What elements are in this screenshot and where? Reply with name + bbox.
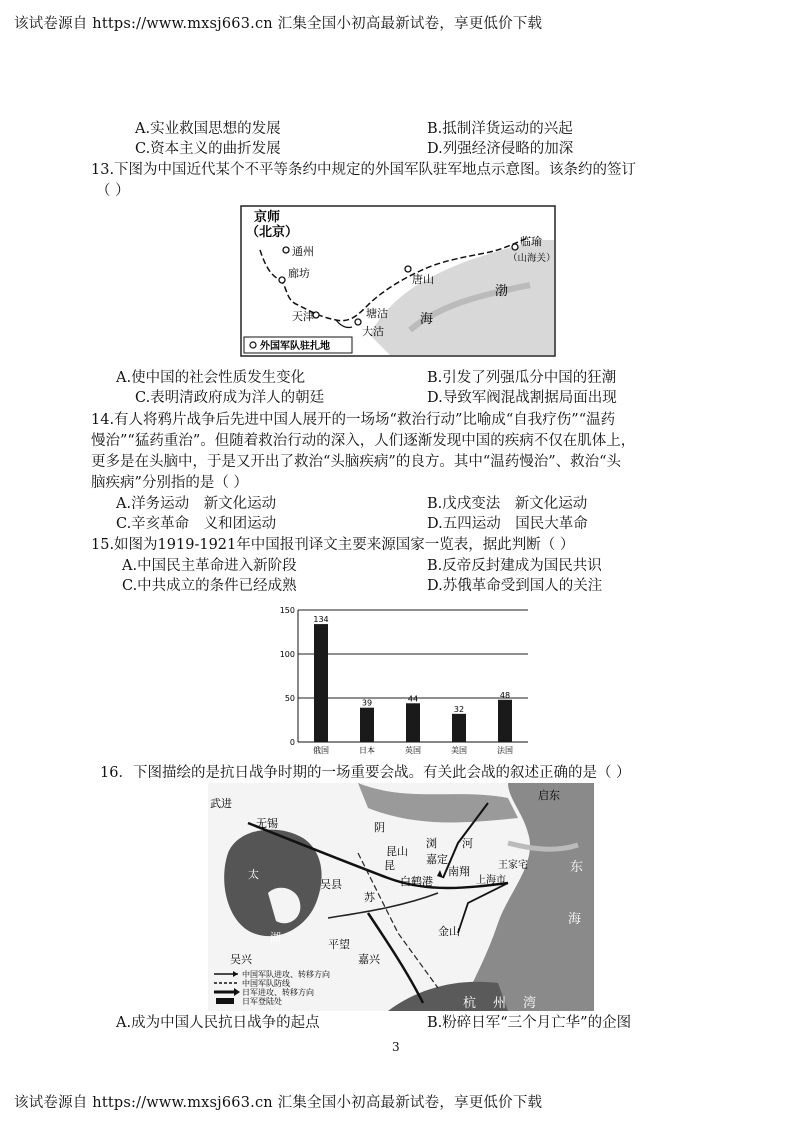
chart-bar [498,700,512,742]
map-label-hu: 湖 [270,931,281,944]
map-label-tianjin: 天津 [292,310,314,323]
map-label-capital-alt: （北京） [246,225,299,240]
q14-stem-line4: 脑疾病”分别指的是（ ） [91,475,249,491]
map-label-tangshan: 唐山 [412,273,434,286]
q15-option-b[interactable]: B.反帝反封建成为国民共识 [427,558,602,574]
q14-stem-line2: 慢治”“猛药重治”。但随着救治行动的深入，人们逐渐发现中国的疾病不仅在肌体上， [91,433,636,449]
map-label-qidong: 启东 [538,789,560,802]
chart-category-label: 日本 [359,746,375,755]
chart-ytick-label: 50 [284,694,295,703]
chart-data-label: 134 [313,615,329,625]
chart-category-label: 法国 [497,746,513,755]
q15-option-c[interactable]: C.中共成立的条件已经成熟 [122,578,297,594]
chart-data-label: 32 [453,704,465,714]
q12-option-d[interactable]: D.列强经济侵略的加深 [427,141,574,157]
map-label-capital: 京师 [254,210,281,225]
q13-stem-line2: （ ） [96,183,130,199]
map-label-tai: 太 [248,868,259,881]
chart-ytick-label: 0 [289,738,295,747]
map-label-yin: 阴 [374,821,385,834]
chart-data-label: 48 [499,690,511,700]
chart-data-label: 44 [407,694,419,704]
q14-option-d[interactable]: D.五四运动 国民大革命 [427,516,588,532]
map-label-liu: 浏 [426,837,437,850]
map-label-hai: 海 [420,312,434,327]
q14-option-a[interactable]: A.洋务运动 新文化运动 [116,496,277,512]
q12-option-a[interactable]: A.实业救国思想的发展 [135,121,281,137]
legend-jp-landing: 日军登陆处 [242,997,282,1006]
page-header: 该试卷源自 https://www.mxsj663.cn 汇集全国小初高最新试卷，享更低价下载 [14,16,543,32]
legend-cn-defense: 中国军队防线 [242,979,290,988]
map-label-zhou: 州 [493,996,507,1011]
map-label-baihegang: 白鹤港 [400,875,433,888]
map-label-kun: 昆 [384,859,395,872]
q13-option-c[interactable]: C.表明清政府成为洋人的朝廷 [135,390,325,406]
chart-bar [406,703,420,742]
map-label-hai2: 海 [568,912,582,927]
map-label-shanghai: 上海市 [476,875,506,886]
q15-stem: 15.如图为1919-1921年中国报刊译文主要来源国家一览表，据此判断（ ） [91,537,575,553]
map-label-wangjiazhai: 王家宅 [498,860,528,871]
q15-option-d[interactable]: D.苏俄革命受到国人的关注 [427,578,603,594]
map-label-tongzhou: 通州 [292,245,314,258]
chart-ytick-label: 150 [279,606,295,615]
q12-option-c[interactable]: C.资本主义的曲折发展 [135,141,281,157]
map-label-langfang: 廊坊 [288,267,310,280]
q13-option-b[interactable]: B.引发了列强瓜分中国的狂潮 [427,370,617,386]
map-label-he: 河 [462,837,473,850]
chart-bar [314,624,328,742]
q14-stem-line1: 14.有人将鸦片战争后先进中国人展开的一场场“救治行动”比喻成“自我疗伤”“温药 [91,412,616,428]
page-footer: 该试卷源自 https://www.mxsj663.cn 汇集全国小初高最新试卷，享更低价下载 [14,1095,543,1111]
map-label-wuxing: 吴兴 [230,953,252,966]
map-label-jinshan: 金山 [438,925,460,938]
q13-option-a[interactable]: A.使中国的社会性质发生变化 [116,370,306,386]
chart-data-label: 39 [361,698,373,708]
map-label-tanggu: 塘沽 [366,307,388,320]
map-label-wan: 湾 [523,996,537,1011]
map-label-shanhaiguan: （山海关） [508,253,556,264]
q16-stem: 16．下图描绘的是抗日战争时期的一场重要会战。有关此会战的叙述正确的是（ ） [100,765,631,781]
legend-cn-attack: 中国军队进攻、转移方向 [242,970,330,979]
map-label-kunshan: 昆山 [386,845,408,858]
chart-category-label: 俄国 [313,746,329,755]
q13-map [240,205,556,357]
legend-jp-attack: 日军进攻、转移方向 [242,988,314,997]
map-label-bo: 渤 [495,284,509,299]
q15-bar-chart [274,600,534,758]
map-label-nanxiang: 南翔 [448,865,470,878]
q15-option-a[interactable]: A.中国民主革命进入新阶段 [122,558,297,574]
map-label-dong: 东 [570,860,584,875]
map-label-dagu: 大沽 [362,325,384,338]
map-label-jiading: 嘉定 [426,853,448,866]
q12-option-b[interactable]: B.抵制洋货运动的兴起 [427,121,573,137]
q16-option-b[interactable]: B.粉碎日军“三个月亡华”的企图 [427,1015,632,1031]
q14-option-b[interactable]: B.戊戌变法 新文化运动 [427,496,588,512]
chart-bar [360,708,374,742]
q16-map [208,783,594,1011]
chart-bar [452,714,466,742]
q14-stem-line3: 更多是在头脑中，于是又开出了救治“头脑疾病”的良方。其中“温药慢治”、救治“头 [91,454,622,470]
map-label-wuxi: 无锡 [256,817,278,830]
map-label-linyu: 临瑜 [520,235,542,248]
chart-category-label: 美国 [451,746,467,755]
q13-option-d[interactable]: D.导致军阀混战割据局面出现 [427,390,617,406]
map-label-wujin: 武进 [210,797,232,810]
chart-ytick-label: 100 [279,650,295,659]
map-label-wuxian: 吴县 [320,878,342,891]
q14-option-c[interactable]: C.辛亥革命 义和团运动 [116,516,277,532]
map-label-jiaxing: 嘉兴 [358,953,380,966]
map-label-hang: 杭 [463,996,477,1011]
map-legend: 外国军队驻扎地 [260,341,330,352]
q16-option-a[interactable]: A.成为中国人民抗日战争的起点 [116,1015,320,1031]
page-number: 3 [392,1040,400,1054]
chart-category-label: 英国 [405,746,421,755]
q13-stem-line1: 13.下图为中国近代某个不平等条约中规定的外国军队驻军地点示意图。该条约的签订 [91,162,637,178]
map-label-pingwang: 平望 [328,938,350,951]
map-label-su: 苏 [364,891,375,904]
